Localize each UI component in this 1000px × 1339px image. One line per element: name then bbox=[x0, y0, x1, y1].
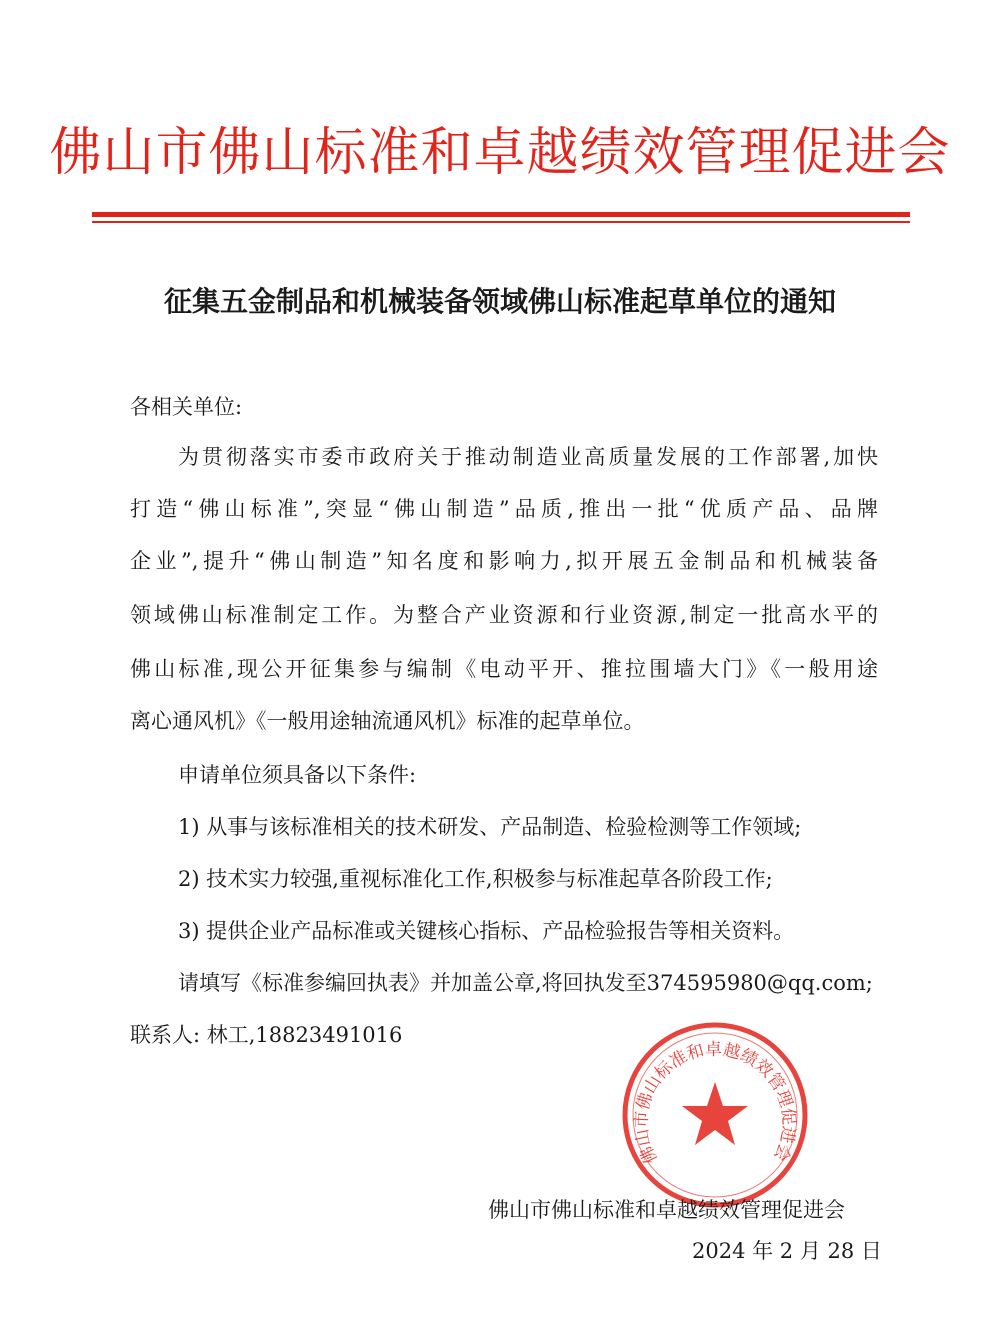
condition-item: 1) 从事与该标准相关的技术研发、产品制造、检验检测等工作领域; bbox=[178, 815, 802, 839]
letterhead-org-name: 佛山市佛山标准和卓越绩效管理促进会 bbox=[49, 123, 951, 183]
body-line: 领域佛山标准制定工作。为整合产业资源和行业资源,制定一批高水平的 bbox=[130, 603, 878, 627]
body-line: 佛山标准,现公开征集参与编制《电动平开、推拉围墙大门》《一般用途 bbox=[130, 657, 878, 681]
salutation: 各相关单位: bbox=[130, 395, 243, 419]
condition-item: 2) 技术实力较强,重视标准化工作,积极参与标准起草各阶段工作; bbox=[178, 867, 773, 891]
document-title: 征集五金制品和机械装备领域佛山标准起草单位的通知 bbox=[163, 285, 836, 318]
official-seal-icon bbox=[620, 1020, 810, 1210]
body-line: 离心通风机》《一般用途轴流通风机》标准的起草单位。 bbox=[130, 709, 645, 733]
conditions-intro: 申请单位须具备以下条件: bbox=[178, 763, 417, 787]
signature-org: 佛山市佛山标准和卓越绩效管理促进会 bbox=[488, 1198, 845, 1222]
condition-item: 3) 提供企业产品标准或关键核心指标、产品检验报告等相关资料。 bbox=[178, 919, 795, 943]
submit-instruction: 请填写《标准参编回执表》并加盖公章,将回执发至374595980@qq.com; bbox=[178, 971, 873, 995]
body-line: 打造“佛山标准”,突显“佛山制造”品质,推出一批“优质产品、品牌 bbox=[130, 497, 878, 521]
signature-date: 2024 年 2 月 28 日 bbox=[692, 1239, 882, 1263]
contact-line: 联系人: 林工,18823491016 bbox=[130, 1023, 403, 1047]
letterhead-rule-thin bbox=[92, 221, 910, 223]
body-line: 企业”,提升“佛山制造”知名度和影响力,拟开展五金制品和机械装备 bbox=[130, 549, 878, 573]
seal-text: 佛山市佛山标准和卓越绩效管理促进会 bbox=[631, 1039, 799, 1167]
body-line: 为贯彻落实市委市政府关于推动制造业高质量发展的工作部署,加快 bbox=[178, 445, 878, 469]
letterhead-rule-thick bbox=[92, 212, 910, 217]
